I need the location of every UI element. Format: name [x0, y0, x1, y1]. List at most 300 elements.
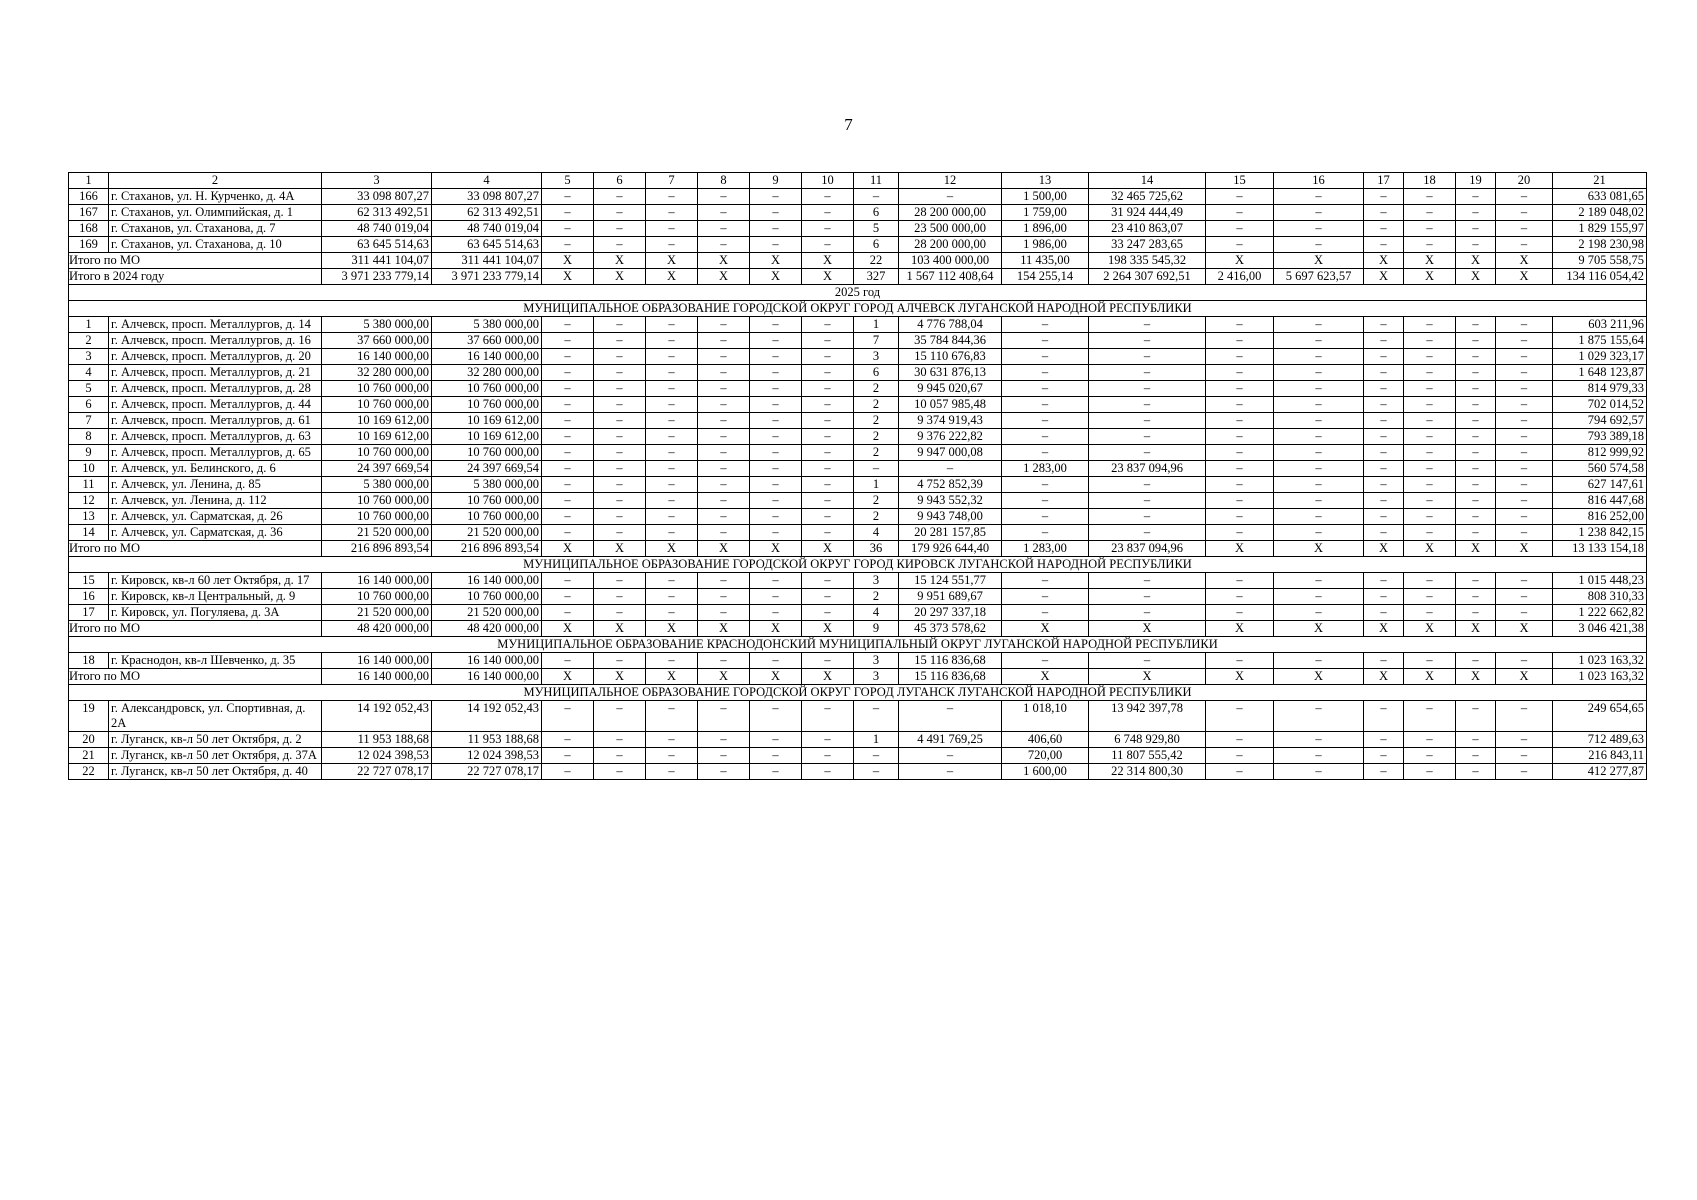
column-header: 8 — [698, 173, 750, 189]
section-row — [69, 301, 1647, 317]
table-cell: – — [1404, 381, 1456, 397]
table-cell: – — [1364, 429, 1404, 445]
table-cell: – — [1456, 221, 1496, 237]
table-cell: 14 192 052,43 — [322, 701, 432, 732]
table-cell: – — [1496, 413, 1553, 429]
table-cell: 32 280 000,00 — [322, 365, 432, 381]
table-cell: – — [1496, 764, 1553, 780]
table-cell: X — [646, 621, 698, 637]
table-cell: – — [1089, 493, 1206, 509]
address-cell: г. Краснодон, кв-л Шевченко, д. 35 — [109, 653, 322, 669]
table-cell: – — [802, 317, 854, 333]
table-cell: – — [1456, 429, 1496, 445]
table-cell: 1 222 662,82 — [1553, 605, 1647, 621]
table-row — [69, 189, 1647, 205]
table-cell: 6 748 929,80 — [1089, 732, 1206, 748]
table-cell: 1 759,00 — [1002, 205, 1089, 221]
section-title: МУНИЦИПАЛЬНОЕ ОБРАЗОВАНИЕ ГОРОДСКОЙ ОКРУГ ГОРОД КИРОВСК ЛУГАНСКОЙ НАРОДНОЙ РЕСПУБЛИКИ — [69, 557, 1647, 573]
table-cell: X — [1274, 621, 1364, 637]
table-cell: 16 140 000,00 — [432, 653, 542, 669]
table-cell: – — [698, 445, 750, 461]
total-label: Итого по МО — [69, 253, 322, 269]
table-cell: 13 133 154,18 — [1553, 541, 1647, 557]
table-cell: – — [1206, 333, 1274, 349]
table-cell: 2 — [854, 381, 899, 397]
total-label: Итого в 2024 году — [69, 269, 322, 285]
address-cell: г. Кировск, ул. Погуляева, д. 3А — [109, 605, 322, 621]
table-cell: 6 — [854, 365, 899, 381]
table-row — [69, 381, 1647, 397]
table-cell: X — [698, 253, 750, 269]
table-cell: X — [646, 269, 698, 285]
table-cell: 712 489,63 — [1553, 732, 1647, 748]
table-cell: – — [1274, 189, 1364, 205]
column-header: 9 — [750, 173, 802, 189]
table-cell: – — [542, 445, 594, 461]
table-cell: 37 660 000,00 — [322, 333, 432, 349]
table-cell: – — [1206, 573, 1274, 589]
table-cell: – — [1002, 653, 1089, 669]
table-cell: – — [1456, 701, 1496, 732]
table-cell: – — [1496, 429, 1553, 445]
table-cell: – — [802, 429, 854, 445]
table-cell: – — [646, 477, 698, 493]
table-cell: – — [698, 477, 750, 493]
table-cell: – — [1364, 413, 1404, 429]
table-cell: 1 015 448,23 — [1553, 573, 1647, 589]
table-cell: – — [542, 349, 594, 365]
table-cell: – — [594, 429, 646, 445]
table-cell: – — [542, 573, 594, 589]
total-label: Итого по МО — [69, 541, 322, 557]
table-cell: – — [646, 237, 698, 253]
table-cell: X — [594, 253, 646, 269]
table-cell: – — [646, 701, 698, 732]
table-cell: 10 169 612,00 — [322, 413, 432, 429]
address-cell: г. Стаханов, ул. Н. Курченко, д. 4А — [109, 189, 322, 205]
table-cell: 702 014,52 — [1553, 397, 1647, 413]
table-cell: – — [1456, 317, 1496, 333]
table-cell: – — [1496, 701, 1553, 732]
table-cell: 3 — [854, 653, 899, 669]
table-cell: – — [802, 477, 854, 493]
table-cell: – — [1002, 605, 1089, 621]
table-cell: 10 760 000,00 — [432, 589, 542, 605]
section-row — [69, 637, 1647, 653]
table-cell: – — [594, 445, 646, 461]
table-cell: – — [594, 653, 646, 669]
table-cell: – — [646, 573, 698, 589]
table-cell: 10 760 000,00 — [432, 381, 542, 397]
table-cell: – — [802, 493, 854, 509]
table-cell: – — [698, 397, 750, 413]
table-cell: – — [1456, 605, 1496, 621]
table-cell: X — [1496, 669, 1553, 685]
table-cell: – — [1456, 237, 1496, 253]
table-cell: 16 140 000,00 — [322, 669, 432, 685]
table-cell: 23 500 000,00 — [899, 221, 1002, 237]
table-cell: 28 200 000,00 — [899, 205, 1002, 221]
table-row — [69, 573, 1647, 589]
page-number: 7 — [844, 115, 853, 134]
table-cell: – — [1456, 589, 1496, 605]
table-cell: X — [1206, 253, 1274, 269]
table-cell: 9 947 000,08 — [899, 445, 1002, 461]
table-cell: X — [646, 669, 698, 685]
table-cell: 21 520 000,00 — [432, 525, 542, 541]
table-cell: X — [698, 621, 750, 637]
table-cell: – — [750, 349, 802, 365]
table-row — [69, 701, 1647, 732]
table-cell: X — [1404, 269, 1456, 285]
table-cell: – — [802, 605, 854, 621]
table-cell: – — [802, 653, 854, 669]
table-cell: – — [1404, 748, 1456, 764]
column-header: 12 — [899, 173, 1002, 189]
table-cell: – — [1496, 333, 1553, 349]
column-header: 16 — [1274, 173, 1364, 189]
table-cell: X — [1364, 621, 1404, 637]
table-cell: 2 — [854, 413, 899, 429]
table-row — [69, 349, 1647, 365]
address-cell: г. Александровск, ул. Спортивная, д. 2А — [109, 701, 322, 732]
table-cell: – — [1404, 413, 1456, 429]
table-cell: – — [1364, 381, 1404, 397]
table-cell: 793 389,18 — [1553, 429, 1647, 445]
table-row — [69, 525, 1647, 541]
table-cell: 7 — [854, 333, 899, 349]
table-cell: – — [1404, 237, 1456, 253]
table-cell: 16 140 000,00 — [322, 349, 432, 365]
table-cell: X — [1404, 669, 1456, 685]
table-cell: – — [1456, 445, 1496, 461]
table-row — [69, 748, 1647, 764]
table-cell: X — [1274, 669, 1364, 685]
table-cell: 48 740 019,04 — [322, 221, 432, 237]
table-cell: 406,60 — [1002, 732, 1089, 748]
table-cell: – — [646, 589, 698, 605]
table-cell: – — [1404, 525, 1456, 541]
table-cell: – — [594, 205, 646, 221]
table-cell: – — [646, 445, 698, 461]
table-cell: – — [750, 445, 802, 461]
total-label: Итого по МО — [69, 669, 322, 685]
address-cell: г. Алчевск, просп. Металлургов, д. 44 — [109, 397, 322, 413]
table-cell: – — [1364, 317, 1404, 333]
table-cell: – — [542, 189, 594, 205]
table-cell: X — [802, 669, 854, 685]
table-cell: – — [1404, 189, 1456, 205]
table-cell: 10 — [69, 461, 109, 477]
table-cell: – — [1002, 573, 1089, 589]
address-cell: г. Алчевск, ул. Белинского, д. 6 — [109, 461, 322, 477]
table-cell: 4 491 769,25 — [899, 732, 1002, 748]
table-cell: – — [542, 237, 594, 253]
table-cell: – — [1089, 445, 1206, 461]
table-cell: 15 110 676,83 — [899, 349, 1002, 365]
table-cell: – — [802, 237, 854, 253]
table-cell: – — [542, 525, 594, 541]
table-cell: X — [594, 669, 646, 685]
table-cell: – — [1404, 701, 1456, 732]
table-cell: – — [594, 748, 646, 764]
table-cell: – — [1404, 509, 1456, 525]
table-cell: – — [698, 509, 750, 525]
table-cell: 560 574,58 — [1553, 461, 1647, 477]
column-header: 6 — [594, 173, 646, 189]
address-cell: г. Стаханов, ул. Стаханова, д. 7 — [109, 221, 322, 237]
table-cell: – — [802, 205, 854, 221]
table-cell: 62 313 492,51 — [432, 205, 542, 221]
table-cell: – — [1089, 573, 1206, 589]
table-cell: 4 — [854, 605, 899, 621]
address-cell: г. Кировск, кв-л 60 лет Октября, д. 17 — [109, 573, 322, 589]
table-cell: – — [802, 365, 854, 381]
table-cell: – — [1089, 509, 1206, 525]
table-cell: X — [646, 253, 698, 269]
table-cell: X — [1496, 621, 1553, 637]
table-cell: – — [1364, 461, 1404, 477]
table-cell: 1 875 155,64 — [1553, 333, 1647, 349]
table-cell: – — [1496, 605, 1553, 621]
table-cell: 808 310,33 — [1553, 589, 1647, 605]
table-cell: – — [1274, 732, 1364, 748]
table-cell: – — [594, 413, 646, 429]
table-cell: 10 760 000,00 — [432, 493, 542, 509]
table-cell: 11 807 555,42 — [1089, 748, 1206, 764]
table-cell: – — [802, 748, 854, 764]
table-cell: – — [594, 397, 646, 413]
table-cell: – — [1206, 413, 1274, 429]
table-cell: – — [594, 317, 646, 333]
table-cell: – — [1274, 429, 1364, 445]
table-cell: – — [1496, 221, 1553, 237]
table-cell: X — [698, 541, 750, 557]
table-cell: 10 760 000,00 — [322, 381, 432, 397]
table-cell: – — [1274, 237, 1364, 253]
table-cell: – — [1274, 317, 1364, 333]
table-cell: 28 200 000,00 — [899, 237, 1002, 253]
table-cell: X — [1496, 253, 1553, 269]
table-row — [69, 461, 1647, 477]
table-cell: – — [594, 221, 646, 237]
table-cell: – — [1404, 445, 1456, 461]
table-cell: 3 — [854, 573, 899, 589]
table-cell: – — [1404, 397, 1456, 413]
total-row — [69, 269, 1647, 285]
table-cell: – — [750, 205, 802, 221]
table-cell: 12 024 398,53 — [432, 748, 542, 764]
table-cell: – — [1274, 589, 1364, 605]
table-cell: – — [646, 509, 698, 525]
table-cell: 10 760 000,00 — [322, 445, 432, 461]
table-cell: – — [542, 333, 594, 349]
table-cell: – — [1002, 349, 1089, 365]
table-body — [69, 173, 1647, 780]
table-cell: 1 829 155,97 — [1553, 221, 1647, 237]
table-cell: – — [542, 732, 594, 748]
table-cell: 37 660 000,00 — [432, 333, 542, 349]
table-cell: 10 760 000,00 — [322, 589, 432, 605]
table-cell: – — [542, 461, 594, 477]
table-cell: – — [1274, 365, 1364, 381]
table-cell: 5 380 000,00 — [322, 477, 432, 493]
table-cell: – — [1456, 493, 1496, 509]
section-row — [69, 557, 1647, 573]
table-cell: – — [1364, 732, 1404, 748]
table-cell: 627 147,61 — [1553, 477, 1647, 493]
table-cell: – — [750, 653, 802, 669]
table-cell: 10 760 000,00 — [322, 493, 432, 509]
address-cell: г. Луганск, кв-л 50 лет Октября, д. 37А — [109, 748, 322, 764]
total-row — [69, 541, 1647, 557]
table-cell: – — [698, 653, 750, 669]
table-cell: – — [1364, 605, 1404, 621]
table-cell: – — [1206, 764, 1274, 780]
table-cell: – — [1206, 397, 1274, 413]
table-row — [69, 205, 1647, 221]
table-cell: 10 760 000,00 — [432, 509, 542, 525]
table-cell: – — [1002, 445, 1089, 461]
table-cell: – — [899, 764, 1002, 780]
table-cell: X — [1206, 621, 1274, 637]
table-cell: 10 057 985,48 — [899, 397, 1002, 413]
table-cell: – — [698, 365, 750, 381]
column-header: 5 — [542, 173, 594, 189]
table-cell: – — [802, 333, 854, 349]
table-cell: X — [802, 541, 854, 557]
table-cell: – — [1206, 748, 1274, 764]
table-cell: X — [542, 253, 594, 269]
table-cell: 21 520 000,00 — [322, 605, 432, 621]
table-cell: – — [750, 573, 802, 589]
table-cell: 36 — [854, 541, 899, 557]
table-cell: 4 — [69, 365, 109, 381]
table-cell: – — [1089, 525, 1206, 541]
table-cell: 22 727 078,17 — [322, 764, 432, 780]
table-cell: 2 189 048,02 — [1553, 205, 1647, 221]
table-cell: – — [1456, 732, 1496, 748]
table-row — [69, 732, 1647, 748]
table-cell: – — [542, 397, 594, 413]
table-cell: – — [802, 397, 854, 413]
section-row — [69, 685, 1647, 701]
table-cell: 33 098 807,27 — [432, 189, 542, 205]
table-cell: – — [1456, 397, 1496, 413]
table-cell: – — [698, 493, 750, 509]
table-cell: – — [1206, 493, 1274, 509]
address-cell: г. Алчевск, просп. Металлургов, д. 14 — [109, 317, 322, 333]
table-cell: X — [1456, 621, 1496, 637]
table-cell: – — [1496, 397, 1553, 413]
table-cell: 1 — [854, 732, 899, 748]
table-cell: X — [542, 541, 594, 557]
table-cell: – — [594, 189, 646, 205]
table-cell: X — [1089, 669, 1206, 685]
table-cell: – — [802, 381, 854, 397]
column-header: 19 — [1456, 173, 1496, 189]
table-cell: – — [1364, 701, 1404, 732]
table-cell: – — [1364, 397, 1404, 413]
table-cell: – — [1404, 477, 1456, 493]
column-header: 4 — [432, 173, 542, 189]
table-cell: – — [802, 525, 854, 541]
table-cell: – — [1496, 573, 1553, 589]
table-cell: 12 — [69, 493, 109, 509]
table-cell: 11 435,00 — [1002, 253, 1089, 269]
section-row — [69, 285, 1647, 301]
table-row — [69, 317, 1647, 333]
table-cell: – — [646, 205, 698, 221]
table-cell: 2 — [854, 429, 899, 445]
table-cell: 3 — [854, 349, 899, 365]
table-cell: 5 380 000,00 — [322, 317, 432, 333]
table-cell: – — [1364, 221, 1404, 237]
table-cell: – — [594, 381, 646, 397]
table-cell: – — [802, 732, 854, 748]
table-cell: X — [698, 269, 750, 285]
table-cell: 21 520 000,00 — [432, 605, 542, 621]
table-cell: 179 926 644,40 — [899, 541, 1002, 557]
table-cell: – — [854, 764, 899, 780]
table-cell: 1 023 163,32 — [1553, 653, 1647, 669]
column-header: 10 — [802, 173, 854, 189]
table-cell: – — [1002, 397, 1089, 413]
section-title: 2025 год — [69, 285, 1647, 301]
table-cell: – — [1456, 477, 1496, 493]
table-cell: – — [1274, 573, 1364, 589]
section-title: МУНИЦИПАЛЬНОЕ ОБРАЗОВАНИЕ ГОРОДСКОЙ ОКРУГ ГОРОД ЛУГАНСК ЛУГАНСКОЙ НАРОДНОЙ РЕСПУБЛИКИ — [69, 685, 1647, 701]
table-cell: – — [594, 493, 646, 509]
address-cell: г. Алчевск, просп. Металлургов, д. 61 — [109, 413, 322, 429]
table-cell: – — [1496, 589, 1553, 605]
table-cell: X — [1496, 541, 1553, 557]
table-cell: – — [698, 748, 750, 764]
table-cell: 2 — [854, 493, 899, 509]
table-cell: – — [854, 189, 899, 205]
table-cell: 8 — [69, 429, 109, 445]
table-cell: – — [542, 365, 594, 381]
table-cell: – — [1089, 589, 1206, 605]
table-cell: X — [594, 621, 646, 637]
table-cell: 9 — [69, 445, 109, 461]
table-cell: 20 281 157,85 — [899, 525, 1002, 541]
table-cell: – — [1364, 589, 1404, 605]
table-cell: – — [646, 381, 698, 397]
table-cell: 216 843,11 — [1553, 748, 1647, 764]
table-cell: – — [646, 333, 698, 349]
table-cell: – — [1089, 317, 1206, 333]
table-cell: 48 420 000,00 — [322, 621, 432, 637]
table-cell: 16 140 000,00 — [432, 349, 542, 365]
table-cell: – — [542, 653, 594, 669]
table-cell: – — [1089, 397, 1206, 413]
table-cell: – — [854, 748, 899, 764]
table-cell: 10 760 000,00 — [432, 445, 542, 461]
table-cell: – — [1364, 493, 1404, 509]
table-cell: – — [1456, 413, 1496, 429]
table-cell: – — [750, 365, 802, 381]
table-cell: 2 — [854, 589, 899, 605]
column-header: 3 — [322, 173, 432, 189]
table-cell: – — [1456, 573, 1496, 589]
table-cell: – — [802, 413, 854, 429]
table-row — [69, 413, 1647, 429]
table-cell: – — [1404, 653, 1456, 669]
table-cell: 1 648 123,87 — [1553, 365, 1647, 381]
table-cell: 1 — [854, 477, 899, 493]
table-cell: 10 169 612,00 — [322, 429, 432, 445]
